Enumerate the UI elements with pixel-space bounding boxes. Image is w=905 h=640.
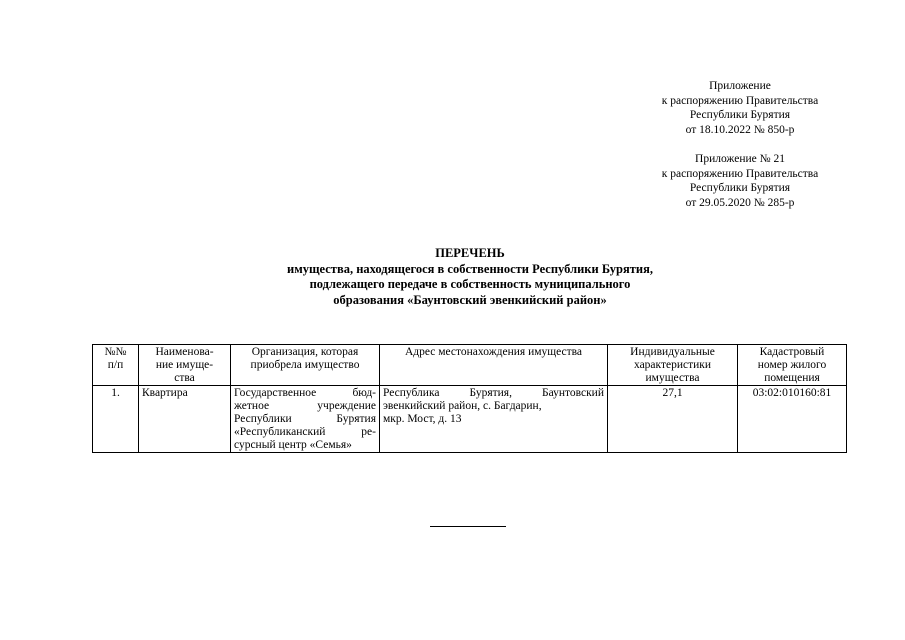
title-line: подлежащего передаче в собственность муниципального	[309, 277, 631, 291]
appendix-reference-current	[600, 79, 880, 137]
header-number: №№ п/п	[93, 345, 139, 386]
property-list-table	[92, 344, 847, 453]
header-cadastral-number: Кадастровый номер жилого помещения	[738, 345, 847, 386]
appendix-line: от 18.10.2022 № 850-р	[685, 123, 795, 136]
cell-cadastral-number: 03:02:010160:81	[738, 386, 847, 453]
appendix-line: от 29.05.2020 № 285-р	[685, 196, 795, 209]
cell-organization: Государственное бюд- жетное учреждение Республики Бурятия «Республиканский ре- сурсный центр «Семья»	[231, 386, 380, 453]
header-organization: Организация, которая приобрела имущество	[231, 345, 380, 386]
header-characteristics: Индивидуальные характеристики имущества	[608, 345, 738, 386]
cell-characteristics: 27,1	[608, 386, 738, 453]
cell-property-name: Квартира	[139, 386, 231, 453]
title-line: имущества, находящегося в собственности Республики Бурятия,	[287, 261, 653, 276]
appendix-line: Республики Бурятия	[689, 182, 791, 194]
appendix-line: к распоряжению Правительства	[661, 94, 819, 107]
appendix-line: Приложение № 21	[695, 153, 785, 165]
cell-address: Республика Бурятия, Баунтовский эвенкийский район, с. Багдарин, мкр. Мост, д. 13	[380, 386, 608, 453]
header-property-name: Наименова- ние имуще- ства	[139, 345, 231, 386]
title-heading: ПЕРЕЧЕНЬ	[435, 246, 505, 260]
closing-separator-line	[430, 526, 506, 527]
appendix-reference-previous	[600, 152, 880, 210]
table-row	[93, 386, 847, 453]
cell-number: 1.	[93, 386, 139, 453]
appendix-line: к распоряжению Правительства	[661, 167, 819, 180]
table-header-row	[93, 345, 847, 386]
appendix-line: Приложение	[709, 80, 771, 92]
title-line: образования «Баунтовский эвенкийский район»	[333, 292, 607, 307]
header-address: Адрес местонахождения имущества	[380, 345, 608, 386]
document-title	[170, 246, 770, 308]
appendix-line: Республики Бурятия	[689, 109, 791, 121]
